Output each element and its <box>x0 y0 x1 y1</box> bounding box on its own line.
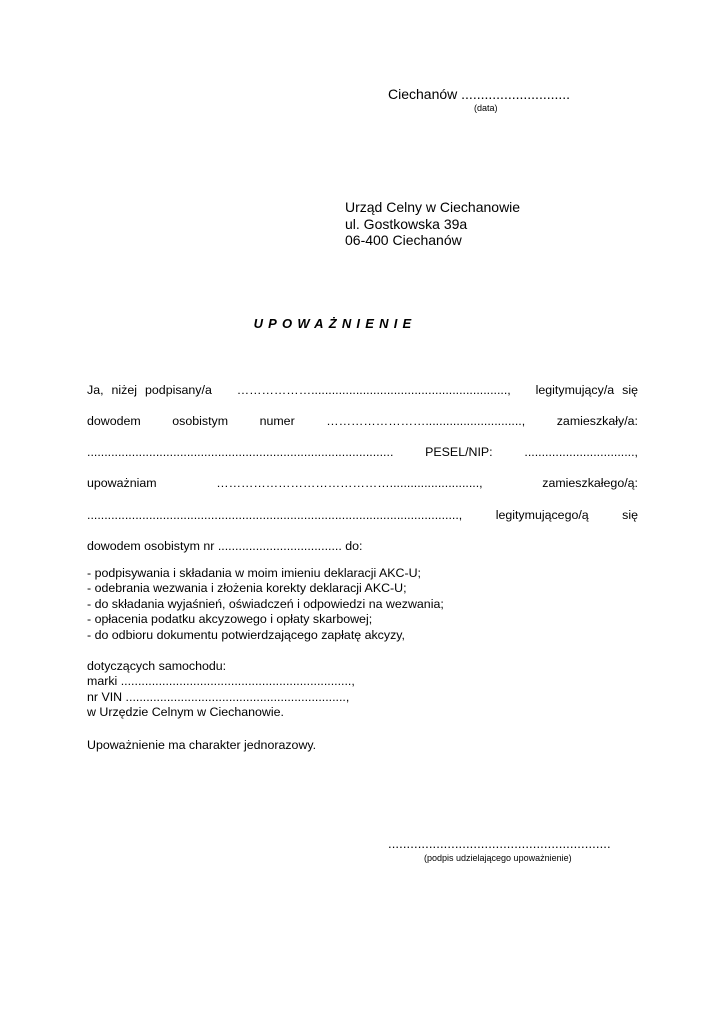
word: dowodem <box>87 414 141 428</box>
id-number-line: dowodem osobistym nr .................................... do: <box>87 539 363 553</box>
body-line-1 <box>87 383 638 397</box>
fill-blank: ………………........................................................., <box>236 383 511 397</box>
document-title: UPOWAŻNIENIE <box>253 316 417 331</box>
vehicle-make-line: marki ..................................................................., <box>87 674 355 689</box>
vehicle-vin-line: nr VIN ................................................................, <box>87 689 350 704</box>
word: numer <box>259 414 295 428</box>
pesel-label: PESEL/NIP: <box>425 445 493 459</box>
signature-hint: (podpis udzielającego upoważnienie) <box>424 853 572 863</box>
fill-blank: ......................................................................................... <box>87 445 394 459</box>
word: osobistym <box>172 414 229 428</box>
word: upoważniam <box>87 476 157 490</box>
place-date-line: Ciechanów ............................ <box>388 86 571 102</box>
word: Ja, <box>87 383 104 397</box>
word: niżej <box>111 383 138 397</box>
authorization-scope-list <box>87 566 444 643</box>
word: legitymującego/ą <box>495 508 589 522</box>
list-item: - do składania wyjaśnień, oświadczeń i odpowiedzi na wezwania; <box>87 596 444 611</box>
body-line-5 <box>87 508 638 522</box>
body-line-3 <box>87 445 638 459</box>
address-line-3: 06-400 Ciechanów <box>345 232 462 248</box>
list-item: - podpisywania i składania w moim imieniu deklaracji AKC-U; <box>87 566 421 580</box>
fill-blank: ................................, <box>524 445 638 459</box>
word: się <box>622 383 638 397</box>
fill-blank: ……………………............................, <box>326 414 526 428</box>
word: się <box>622 508 638 522</box>
address-line-2: ul. Gostkowska 39a <box>345 215 468 232</box>
body-line-2 <box>87 414 638 428</box>
list-item: - opłacenia podatku akcyzowego i opłaty skarbowej; <box>87 612 373 627</box>
word: zamieszkały/a: <box>556 414 638 428</box>
word: legitymujący/a <box>535 383 615 397</box>
vehicle-section <box>87 659 355 721</box>
body-line-6 <box>87 539 638 553</box>
signature-line: ............................................................ <box>388 836 611 851</box>
vehicle-intro: dotyczących samochodu: <box>87 659 227 673</box>
body-line-4 <box>87 476 638 490</box>
date-hint: (data) <box>474 103 498 113</box>
list-item: - odebrania wezwania i złożenia korekty deklaracji AKC-U; <box>87 581 407 596</box>
word: zamieszkałego/ą: <box>542 476 638 490</box>
fill-blank: ............................................................................................................, <box>87 508 463 522</box>
recipient-address <box>345 199 520 249</box>
word: podpisany/a <box>145 383 212 397</box>
fill-blank: …………………………………….........................., <box>216 476 483 490</box>
customs-office-line: w Urzędzie Celnym w Ciechanowie. <box>87 705 284 720</box>
one-time-note: Upoważnienie ma charakter jednorazowy. <box>87 738 317 752</box>
address-line-1: Urząd Celny w Ciechanowie <box>345 199 521 215</box>
list-item: - do odbioru dokumentu potwierdzającego zapłatę akcyzy, <box>87 627 405 642</box>
